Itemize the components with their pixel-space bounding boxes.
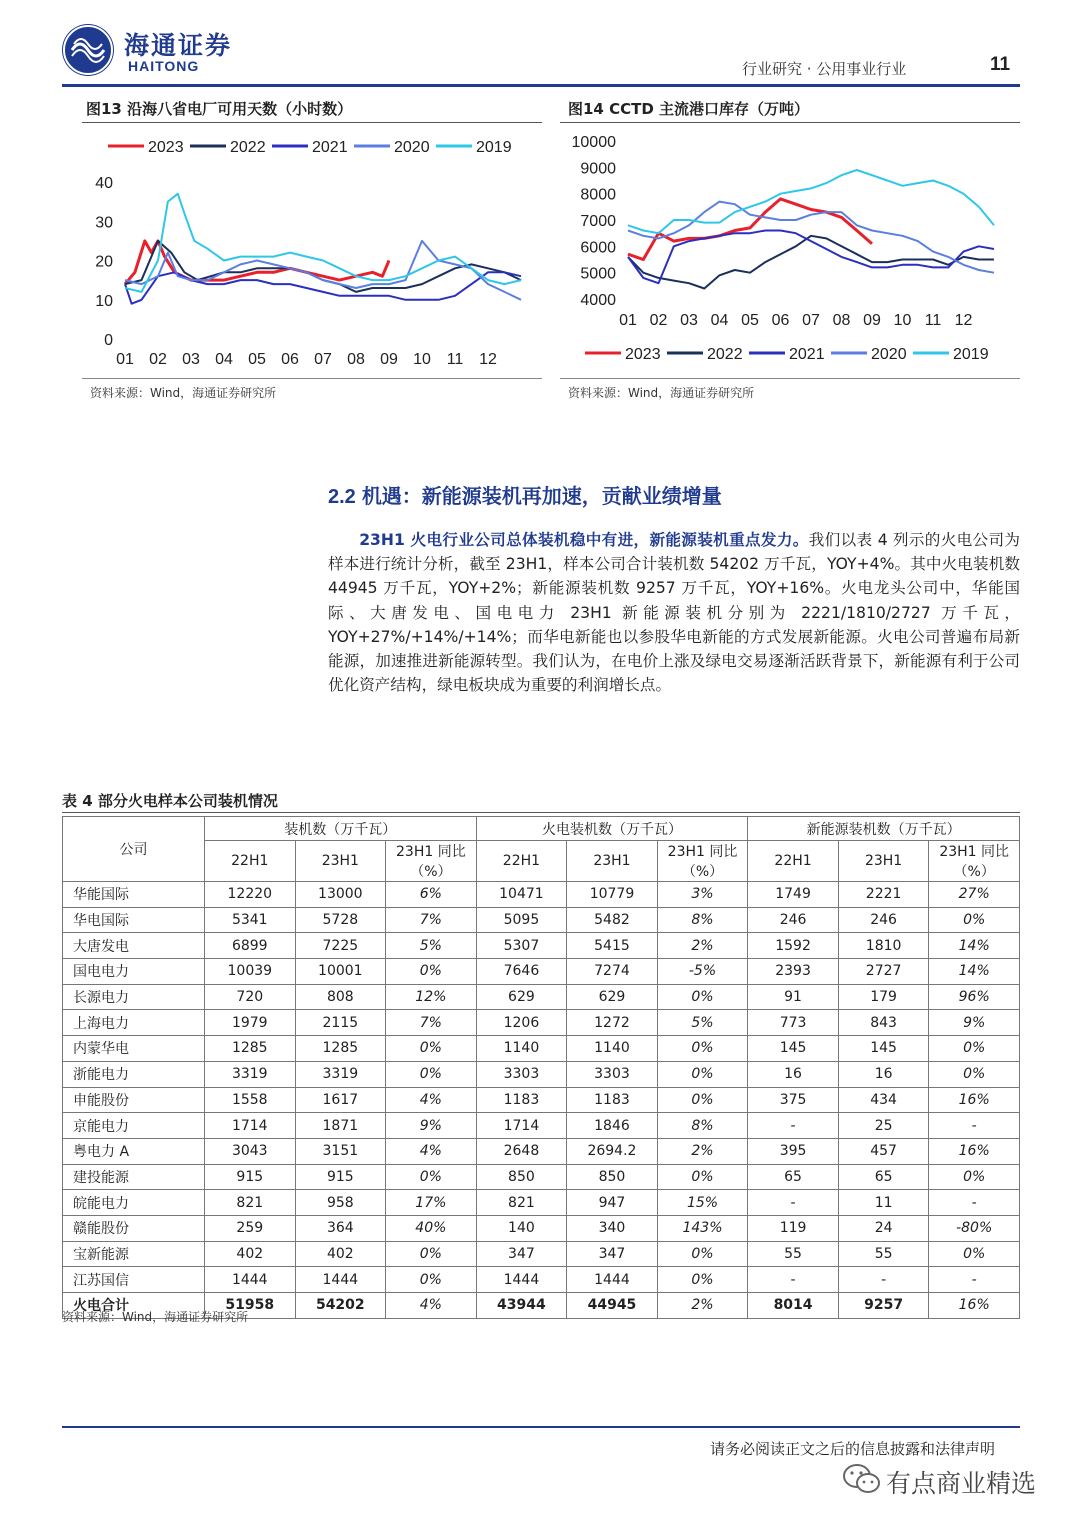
value-cell: 4% bbox=[386, 1087, 477, 1113]
group-header-total: 装机数（万千瓦） bbox=[205, 817, 477, 841]
table-row bbox=[63, 1036, 1020, 1062]
value-cell: 7225 bbox=[295, 933, 386, 959]
table-row bbox=[63, 1190, 1020, 1216]
table-row bbox=[63, 882, 1020, 908]
value-cell: 402 bbox=[295, 1241, 386, 1267]
table-row bbox=[63, 984, 1020, 1010]
value-cell: 4% bbox=[386, 1138, 477, 1164]
value-cell: 915 bbox=[205, 1164, 296, 1190]
value-cell: -5% bbox=[657, 959, 748, 985]
figure14-bottom-rule bbox=[560, 378, 1020, 379]
table-row bbox=[63, 1113, 1020, 1139]
sub-header-cell: 23H1 bbox=[838, 841, 929, 882]
x-tick-label: 11 bbox=[446, 351, 464, 368]
company-name-cell: 粤电力 A bbox=[63, 1138, 205, 1164]
watermark-text: 有点商业精选 bbox=[886, 1469, 1037, 1498]
legend-label-2019: 2019 bbox=[953, 346, 989, 363]
legend-label-2020: 2020 bbox=[394, 139, 430, 156]
table-row bbox=[63, 907, 1020, 933]
value-cell: 143% bbox=[657, 1215, 748, 1241]
value-cell: 2115 bbox=[295, 1010, 386, 1036]
value-cell: 16 bbox=[838, 1061, 929, 1087]
company-name-cell: 申能股份 bbox=[63, 1087, 205, 1113]
value-cell: 1810 bbox=[838, 933, 929, 959]
value-cell: 11 bbox=[838, 1190, 929, 1216]
value-cell: 0% bbox=[929, 907, 1020, 933]
disclaimer-text: 请务必阅读正文之后的信息披露和法律声明 bbox=[710, 1440, 996, 1458]
value-cell: 915 bbox=[295, 1164, 386, 1190]
value-cell: - bbox=[929, 1113, 1020, 1139]
value-cell: 402 bbox=[205, 1241, 296, 1267]
x-tick-label: 06 bbox=[281, 351, 299, 368]
x-tick-label: 11 bbox=[924, 312, 942, 329]
value-cell: 0% bbox=[657, 1036, 748, 1062]
y-tick-label: 4000 bbox=[580, 292, 616, 309]
value-cell: 0% bbox=[386, 959, 477, 985]
value-cell: 1140 bbox=[567, 1036, 658, 1062]
value-cell: 1592 bbox=[748, 933, 839, 959]
value-cell: 0% bbox=[657, 1267, 748, 1293]
value-cell: 1871 bbox=[295, 1113, 386, 1139]
value-cell: 1617 bbox=[295, 1087, 386, 1113]
installed-capacity-table bbox=[62, 816, 1020, 1319]
value-cell: 1285 bbox=[295, 1036, 386, 1062]
sub-header-cell: 22H1 bbox=[205, 841, 296, 882]
report-category: 行业研究 · 公用事业行业 bbox=[742, 60, 907, 78]
value-cell: 0% bbox=[386, 1267, 477, 1293]
sub-header-cell: 22H1 bbox=[476, 841, 567, 882]
value-cell: - bbox=[748, 1113, 839, 1139]
company-name-cell: 华电国际 bbox=[63, 907, 205, 933]
value-cell: 3303 bbox=[476, 1061, 567, 1087]
value-cell: 2% bbox=[657, 1293, 748, 1319]
value-cell: 1183 bbox=[567, 1087, 658, 1113]
value-cell: 0% bbox=[929, 1061, 1020, 1087]
value-cell: 947 bbox=[567, 1190, 658, 1216]
x-tick-label: 03 bbox=[680, 312, 698, 329]
legend-label-2021: 2021 bbox=[312, 139, 348, 156]
x-tick-label: 07 bbox=[314, 351, 332, 368]
value-cell: 54202 bbox=[295, 1293, 386, 1319]
wechat-icon bbox=[842, 1462, 882, 1496]
company-name-cell: 赣能股份 bbox=[63, 1215, 205, 1241]
x-tick-label: 01 bbox=[619, 312, 637, 329]
value-cell: 1558 bbox=[205, 1087, 296, 1113]
sub-header-cell: 23H1 同比（%） bbox=[929, 841, 1020, 882]
value-cell: 5415 bbox=[567, 933, 658, 959]
value-cell: 457 bbox=[838, 1138, 929, 1164]
x-tick-label: 05 bbox=[741, 312, 759, 329]
company-header: 公司 bbox=[63, 817, 205, 882]
value-cell: 3% bbox=[657, 882, 748, 908]
value-cell: 3319 bbox=[205, 1061, 296, 1087]
value-cell: 1749 bbox=[748, 882, 839, 908]
value-cell: 1444 bbox=[567, 1267, 658, 1293]
value-cell: 55 bbox=[838, 1241, 929, 1267]
value-cell: 14% bbox=[929, 959, 1020, 985]
value-cell: 7274 bbox=[567, 959, 658, 985]
value-cell: 375 bbox=[748, 1087, 839, 1113]
sub-header-cell: 23H1 bbox=[567, 841, 658, 882]
value-cell: 821 bbox=[476, 1190, 567, 1216]
value-cell: 9% bbox=[386, 1113, 477, 1139]
legend-label-2023: 2023 bbox=[148, 139, 184, 156]
series-line-2019 bbox=[628, 170, 994, 233]
table-row bbox=[63, 1267, 1020, 1293]
haitong-logo bbox=[62, 22, 262, 80]
company-name-cell: 建投能源 bbox=[63, 1164, 205, 1190]
figure13-top-rule bbox=[82, 122, 542, 123]
y-tick-label: 30 bbox=[95, 214, 113, 232]
value-cell: 5482 bbox=[567, 907, 658, 933]
value-cell: 0% bbox=[657, 1164, 748, 1190]
table-row bbox=[63, 1138, 1020, 1164]
value-cell: - bbox=[929, 1190, 1020, 1216]
legend-label-2020: 2020 bbox=[871, 346, 907, 363]
company-name-cell: 国电电力 bbox=[63, 959, 205, 985]
value-cell: 16% bbox=[929, 1138, 1020, 1164]
value-cell: 340 bbox=[567, 1215, 658, 1241]
value-cell: 17% bbox=[386, 1190, 477, 1216]
value-cell: 27% bbox=[929, 882, 1020, 908]
value-cell: 5341 bbox=[205, 907, 296, 933]
value-cell: 8014 bbox=[748, 1293, 839, 1319]
y-tick-label: 40 bbox=[95, 175, 113, 192]
value-cell: 5095 bbox=[476, 907, 567, 933]
value-cell: 347 bbox=[476, 1241, 567, 1267]
value-cell: 10039 bbox=[205, 959, 296, 985]
table-row bbox=[63, 1061, 1020, 1087]
value-cell: 434 bbox=[838, 1087, 929, 1113]
value-cell: 720 bbox=[205, 984, 296, 1010]
value-cell: 0% bbox=[657, 1241, 748, 1267]
value-cell: 179 bbox=[838, 984, 929, 1010]
y-tick-label: 9000 bbox=[580, 160, 616, 178]
figure14-source: 资料来源：Wind，海通证券研究所 bbox=[568, 386, 755, 400]
value-cell: 1140 bbox=[476, 1036, 567, 1062]
sub-header-cell: 23H1 bbox=[295, 841, 386, 882]
table-caption-rule bbox=[62, 812, 1020, 813]
value-cell: 8% bbox=[657, 907, 748, 933]
sub-header-row bbox=[63, 841, 1020, 882]
table-row bbox=[63, 1087, 1020, 1113]
figure14-title: 图14 CCTD 主流港口库存（万吨） bbox=[568, 100, 810, 118]
company-name-cell: 华能国际 bbox=[63, 882, 205, 908]
x-tick-label: 08 bbox=[347, 351, 365, 368]
value-cell: 1183 bbox=[476, 1087, 567, 1113]
x-tick-label: 02 bbox=[149, 351, 167, 368]
value-cell: 7646 bbox=[476, 959, 567, 985]
value-cell: 2% bbox=[657, 933, 748, 959]
x-tick-label: 01 bbox=[116, 351, 134, 368]
logo-english-text: HAITONG bbox=[128, 58, 200, 74]
company-name-cell: 火电合计 bbox=[63, 1293, 205, 1319]
body-lead-sentence: 23H1 火电行业公司总体装机稳中有进，新能源装机重点发力。 bbox=[359, 531, 809, 549]
value-cell: 1444 bbox=[205, 1267, 296, 1293]
figure13-chart bbox=[82, 126, 542, 376]
legend-label-2019: 2019 bbox=[476, 139, 512, 156]
table-row bbox=[63, 959, 1020, 985]
value-cell: 0% bbox=[657, 984, 748, 1010]
value-cell: 12% bbox=[386, 984, 477, 1010]
value-cell: 3043 bbox=[205, 1138, 296, 1164]
table-row bbox=[63, 1164, 1020, 1190]
figure14-chart bbox=[560, 126, 1020, 376]
sub-header-cell: 22H1 bbox=[748, 841, 839, 882]
value-cell: 145 bbox=[748, 1036, 839, 1062]
table-source: 资料来源：Wind，海通证券研究所 bbox=[62, 1310, 249, 1324]
section-heading bbox=[328, 480, 722, 509]
value-cell: 2221 bbox=[838, 882, 929, 908]
value-cell: 395 bbox=[748, 1138, 839, 1164]
x-tick-label: 02 bbox=[649, 312, 668, 329]
figure13-bottom-rule bbox=[82, 378, 542, 379]
value-cell: - bbox=[748, 1267, 839, 1293]
value-cell: 6% bbox=[386, 882, 477, 908]
legend-label-2021: 2021 bbox=[789, 346, 825, 363]
value-cell: 14% bbox=[929, 933, 1020, 959]
value-cell: 7% bbox=[386, 907, 477, 933]
group-header-new-energy: 新能源装机数（万千瓦） bbox=[748, 817, 1020, 841]
table-row bbox=[63, 1215, 1020, 1241]
x-tick-label: 09 bbox=[380, 351, 398, 368]
value-cell: 13000 bbox=[295, 882, 386, 908]
table-row bbox=[63, 1241, 1020, 1267]
value-cell: 91 bbox=[748, 984, 839, 1010]
value-cell: 16 bbox=[748, 1061, 839, 1087]
sub-header-cell: 23H1 同比（%） bbox=[657, 841, 748, 882]
company-name-cell: 浙能电力 bbox=[63, 1061, 205, 1087]
value-cell: 843 bbox=[838, 1010, 929, 1036]
legend-label-2023: 2023 bbox=[625, 346, 661, 363]
value-cell: 0% bbox=[929, 1164, 1020, 1190]
table-caption: 表 4 部分火电样本公司装机情况 bbox=[62, 792, 278, 810]
value-cell: 0% bbox=[386, 1061, 477, 1087]
x-tick-label: 10 bbox=[413, 351, 431, 368]
value-cell: 9257 bbox=[838, 1293, 929, 1319]
value-cell: 10779 bbox=[567, 882, 658, 908]
figure13-title: 图13 沿海八省电厂可用天数（小时数） bbox=[86, 100, 353, 118]
company-name-cell: 宝新能源 bbox=[63, 1241, 205, 1267]
value-cell: 0% bbox=[657, 1061, 748, 1087]
y-tick-label: 5000 bbox=[580, 265, 616, 283]
logo-chinese-text: 海通证券 bbox=[124, 31, 233, 60]
value-cell: 10001 bbox=[295, 959, 386, 985]
company-name-cell: 上海电力 bbox=[63, 1010, 205, 1036]
value-cell: 0% bbox=[386, 1036, 477, 1062]
value-cell: 0% bbox=[386, 1241, 477, 1267]
value-cell: 96% bbox=[929, 984, 1020, 1010]
x-tick-label: 09 bbox=[863, 312, 881, 329]
value-cell: 12220 bbox=[205, 882, 296, 908]
value-cell: 140 bbox=[476, 1215, 567, 1241]
x-tick-label: 04 bbox=[710, 312, 729, 329]
value-cell: 65 bbox=[838, 1164, 929, 1190]
legend-label-2022: 2022 bbox=[230, 139, 266, 156]
value-cell: 44945 bbox=[567, 1293, 658, 1319]
value-cell: - bbox=[748, 1190, 839, 1216]
x-tick-label: 05 bbox=[248, 351, 266, 368]
value-cell: -80% bbox=[929, 1215, 1020, 1241]
value-cell: 821 bbox=[205, 1190, 296, 1216]
value-cell: - bbox=[929, 1267, 1020, 1293]
value-cell: 3319 bbox=[295, 1061, 386, 1087]
figure13-source: 资料来源：Wind，海通证券研究所 bbox=[90, 386, 277, 400]
company-name-cell: 京能电力 bbox=[63, 1113, 205, 1139]
value-cell: 10471 bbox=[476, 882, 567, 908]
value-cell: 65 bbox=[748, 1164, 839, 1190]
value-cell: 850 bbox=[476, 1164, 567, 1190]
value-cell: 4% bbox=[386, 1293, 477, 1319]
sub-header-cell: 23H1 同比（%） bbox=[386, 841, 477, 882]
value-cell: 5% bbox=[657, 1010, 748, 1036]
value-cell: 1444 bbox=[476, 1267, 567, 1293]
x-tick-label: 08 bbox=[832, 312, 851, 329]
value-cell: - bbox=[838, 1267, 929, 1293]
value-cell: 0% bbox=[386, 1164, 477, 1190]
x-tick-label: 04 bbox=[215, 351, 233, 368]
value-cell: 5307 bbox=[476, 933, 567, 959]
page-number: 11 bbox=[990, 54, 1011, 75]
value-cell: 1979 bbox=[205, 1010, 296, 1036]
legend-label-2022: 2022 bbox=[707, 346, 743, 363]
value-cell: 1206 bbox=[476, 1010, 567, 1036]
table-row bbox=[63, 933, 1020, 959]
company-name-cell: 大唐发电 bbox=[63, 933, 205, 959]
value-cell: 3303 bbox=[567, 1061, 658, 1087]
footer-divider bbox=[62, 1426, 1020, 1428]
value-cell: 24 bbox=[838, 1215, 929, 1241]
value-cell: 629 bbox=[567, 984, 658, 1010]
y-tick-label: 10000 bbox=[571, 134, 616, 151]
value-cell: 2393 bbox=[748, 959, 839, 985]
section-title: 机遇：新能源装机再加速，贡献业绩增量 bbox=[361, 484, 722, 508]
value-cell: 40% bbox=[386, 1215, 477, 1241]
y-tick-label: 6000 bbox=[580, 239, 616, 257]
company-name-cell: 皖能电力 bbox=[63, 1190, 205, 1216]
x-tick-label: 10 bbox=[893, 312, 912, 329]
value-cell: 1272 bbox=[567, 1010, 658, 1036]
value-cell: 958 bbox=[295, 1190, 386, 1216]
table-body bbox=[63, 882, 1020, 1319]
y-tick-label: 0 bbox=[104, 332, 113, 349]
value-cell: 55 bbox=[748, 1241, 839, 1267]
value-cell: 145 bbox=[838, 1036, 929, 1062]
value-cell: 1846 bbox=[567, 1113, 658, 1139]
value-cell: 43944 bbox=[476, 1293, 567, 1319]
x-tick-label: 03 bbox=[182, 351, 200, 368]
value-cell: 15% bbox=[657, 1190, 748, 1216]
value-cell: 0% bbox=[657, 1087, 748, 1113]
value-cell: 6899 bbox=[205, 933, 296, 959]
y-tick-label: 7000 bbox=[580, 213, 616, 230]
x-tick-label: 07 bbox=[802, 312, 820, 329]
value-cell: 246 bbox=[748, 907, 839, 933]
value-cell: 16% bbox=[929, 1087, 1020, 1113]
value-cell: 119 bbox=[748, 1215, 839, 1241]
value-cell: 1714 bbox=[476, 1113, 567, 1139]
value-cell: 2694.2 bbox=[567, 1138, 658, 1164]
x-tick-label: 06 bbox=[771, 312, 790, 329]
value-cell: 25 bbox=[838, 1113, 929, 1139]
value-cell: 8% bbox=[657, 1113, 748, 1139]
value-cell: 773 bbox=[748, 1010, 839, 1036]
value-cell: 16% bbox=[929, 1293, 1020, 1319]
company-name-cell: 长源电力 bbox=[63, 984, 205, 1010]
y-tick-label: 20 bbox=[95, 253, 113, 271]
value-cell: 1285 bbox=[205, 1036, 296, 1062]
body-paragraph bbox=[328, 528, 1020, 697]
table-row bbox=[63, 1010, 1020, 1036]
value-cell: 1714 bbox=[205, 1113, 296, 1139]
value-cell: 2% bbox=[657, 1138, 748, 1164]
value-cell: 246 bbox=[838, 907, 929, 933]
value-cell: 5728 bbox=[295, 907, 386, 933]
value-cell: 0% bbox=[929, 1241, 1020, 1267]
value-cell: 0% bbox=[929, 1036, 1020, 1062]
company-name-cell: 内蒙华电 bbox=[63, 1036, 205, 1062]
section-number: 2.2 bbox=[328, 486, 356, 508]
haitong-logo-mark-icon bbox=[62, 24, 114, 76]
value-cell: 259 bbox=[205, 1215, 296, 1241]
header-divider bbox=[62, 84, 1020, 87]
value-cell: 364 bbox=[295, 1215, 386, 1241]
value-cell: 3151 bbox=[295, 1138, 386, 1164]
value-cell: 808 bbox=[295, 984, 386, 1010]
value-cell: 347 bbox=[567, 1241, 658, 1267]
x-tick-label: 12 bbox=[954, 312, 973, 329]
y-tick-label: 10 bbox=[95, 292, 113, 310]
value-cell: 5% bbox=[386, 933, 477, 959]
value-cell: 51958 bbox=[205, 1293, 296, 1319]
value-cell: 1444 bbox=[295, 1267, 386, 1293]
group-header-thermal: 火电装机数（万千瓦） bbox=[476, 817, 748, 841]
figure14-top-rule bbox=[560, 122, 1020, 123]
value-cell: 850 bbox=[567, 1164, 658, 1190]
value-cell: 2727 bbox=[838, 959, 929, 985]
x-tick-label: 12 bbox=[479, 351, 497, 368]
body-text: 我们以表 4 列示的火电公司为样本进行统计分析，截至 23H1，样本公司合计装机数 54202 万千瓦，YOY+4%。其中火电装机数 44945 万千瓦，YOY+2%；新能源装机数 9257 万千瓦，YOY+16%。火电龙头公司中，华能国际、大唐发电、国电电力 23H1 新能源装机分别为 2221/1810/2727 万千瓦，YOY+27%/+14%/+14%；而华电新能也以参股华电新能的方式发展新能源。火电公司普遍布局新能源，加速推进新能源转型。我们认为，在电价上涨及绿电交易逐渐活跃背景下，新能源有利于公司优化资产结构，绿电板块成为重要的利润增长点。 bbox=[328, 531, 1021, 695]
value-cell: 7% bbox=[386, 1010, 477, 1036]
value-cell: 629 bbox=[476, 984, 567, 1010]
value-cell: 2648 bbox=[476, 1138, 567, 1164]
company-name-cell: 江苏国信 bbox=[63, 1267, 205, 1293]
y-tick-label: 8000 bbox=[580, 186, 616, 204]
value-cell: 9% bbox=[929, 1010, 1020, 1036]
